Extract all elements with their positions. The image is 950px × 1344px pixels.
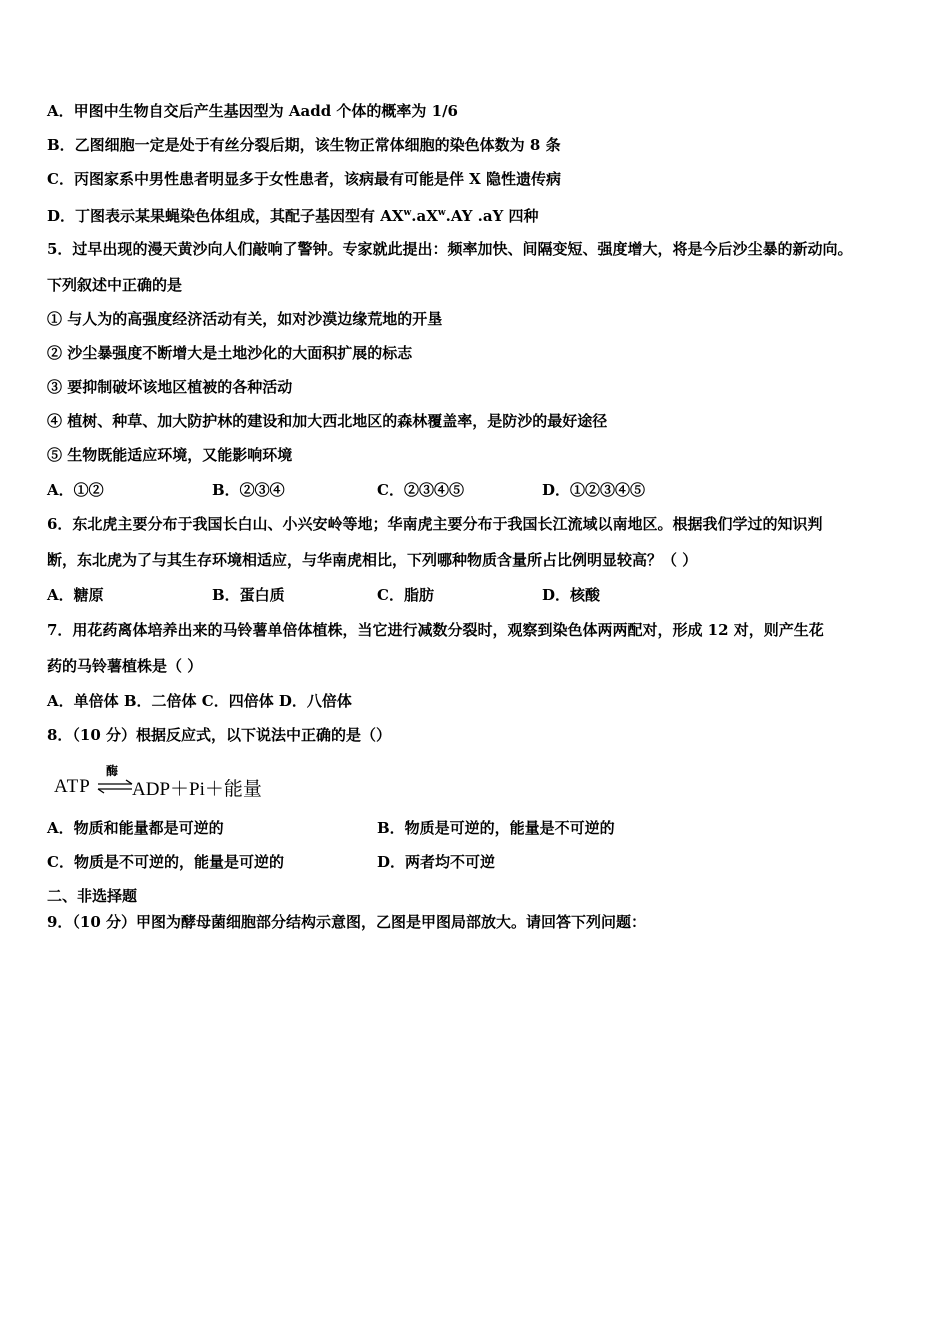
q8-option-a: A．物质和能量都是可逆的 bbox=[47, 819, 224, 837]
q6-option-b: B．蛋白质 bbox=[212, 586, 285, 604]
q6-option-c: C．脂肪 bbox=[377, 586, 434, 604]
formula-atp: ATP bbox=[54, 776, 91, 797]
q4-option-d bbox=[47, 203, 539, 226]
q8-option-d: D．两者均不可逆 bbox=[377, 853, 496, 871]
q5-statement-3: ③ 要抑制破坏该地区植被的各种活动 bbox=[47, 378, 293, 396]
q5-stem-line1: 5．过早出现的漫天黄沙向人们敲响了警钟。专家就此提出：频率加快、间隔变短、强度增大，将是今后沙尘暴的新动向。 bbox=[47, 240, 853, 258]
section-title-non-choice: 二、非选择题 bbox=[47, 887, 138, 905]
q6-stem-line2: 断，东北虎为了与其生存环境相适应，与华南虎相比，下列哪种物质含量所占比例明显较高？（ ） bbox=[47, 551, 698, 569]
atp-reaction-formula bbox=[54, 762, 274, 802]
q7-options: A．单倍体 B．二倍体 C．四倍体 D．八倍体 bbox=[47, 692, 352, 710]
formula-products: ADP＋Pi＋能量 bbox=[132, 779, 262, 800]
q5-option-b: B．②③④ bbox=[212, 481, 285, 499]
q5-statement-1: ① 与人为的高强度经济活动有关，如对沙漠边缘荒地的开垦 bbox=[47, 310, 443, 328]
q6-option-d: D．核酸 bbox=[542, 586, 601, 604]
q5-option-d: D．①②③④⑤ bbox=[542, 481, 646, 499]
q4-option-d-prefix: D．丁图表示某果蝇染色体组成，其配子基因型有 AX bbox=[47, 207, 404, 225]
q5-statement-2: ② 沙尘暴强度不断增大是土地沙化的大面积扩展的标志 bbox=[47, 344, 413, 362]
q5-statement-5: ⑤ 生物既能适应环境，又能影响环境 bbox=[47, 446, 293, 464]
q4-option-d-mid: .aX bbox=[411, 207, 438, 225]
formula-enzyme-label: 酶 bbox=[106, 764, 119, 778]
q5-statement-4: ④ 植树、种草、加大防护林的建设和加大西北地区的森林覆盖率，是防沙的最好途径 bbox=[47, 412, 608, 430]
q9-stem: 9．（10 分）甲图为酵母菌细胞部分结构示意图，乙图是甲图局部放大。请回答下列问题： bbox=[47, 913, 647, 931]
q4-option-d-suffix: .AY .aY 四种 bbox=[445, 207, 539, 225]
q7-stem-line2: 药的马铃薯植株是（ ） bbox=[47, 657, 203, 675]
q4-option-b: B．乙图细胞一定是处于有丝分裂后期，该生物正常体细胞的染色体数为 8 条 bbox=[47, 136, 561, 154]
q6-stem-line1: 6．东北虎主要分布于我国长白山、小兴安岭等地；华南虎主要分布于我国长江流域以南地区。根据我们学过的知识判 bbox=[47, 515, 823, 533]
q5-option-c: C．②③④⑤ bbox=[377, 481, 464, 499]
q4-option-a: A．甲图中生物自交后产生基因型为 Aadd 个体的概率为 1/6 bbox=[47, 102, 458, 120]
q5-option-a: A．①② bbox=[47, 481, 104, 499]
q8-option-b: B．物质是可逆的，能量是不可逆的 bbox=[377, 819, 615, 837]
q4-option-d-sup2: w bbox=[437, 208, 446, 218]
q6-option-a: A．糖原 bbox=[47, 586, 104, 604]
q4-option-d-sup1: w bbox=[403, 208, 412, 218]
q8-option-c: C．物质是不可逆的，能量是可逆的 bbox=[47, 853, 284, 871]
q4-option-c: C．丙图家系中男性患者明显多于女性患者，该病最有可能是伴 X 隐性遗传病 bbox=[47, 170, 562, 188]
q5-stem-line2: 下列叙述中正确的是 bbox=[47, 276, 183, 294]
q8-stem: 8．（10 分）根据反应式，以下说法中正确的是（） bbox=[47, 726, 392, 744]
reversible-arrow-icon bbox=[96, 762, 136, 798]
q7-stem-line1: 7．用花药离体培养出来的马铃薯单倍体植株，当它进行减数分裂时，观察到染色体两两配对，形成 12 对，则产生花 bbox=[47, 621, 824, 639]
